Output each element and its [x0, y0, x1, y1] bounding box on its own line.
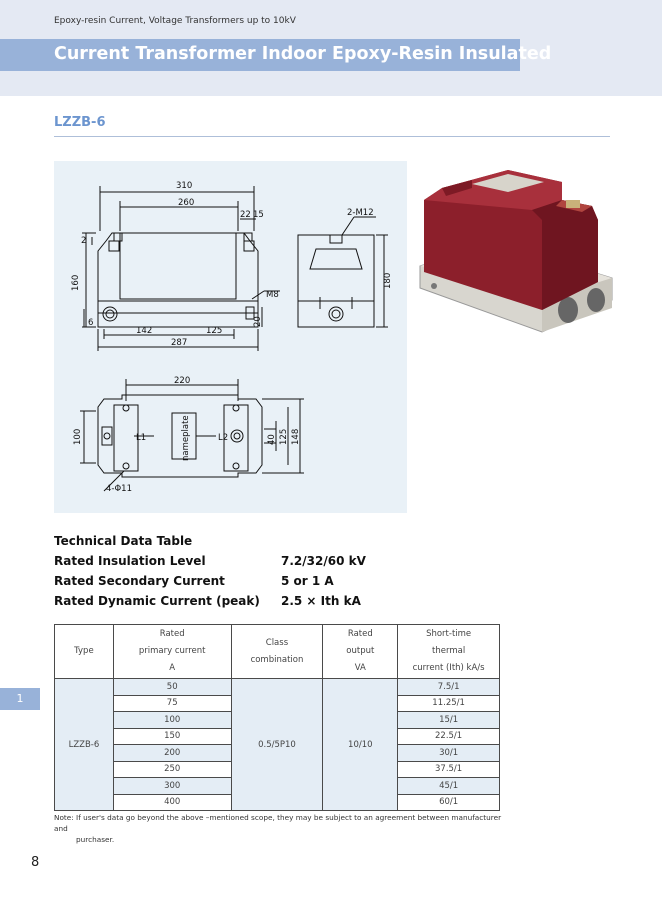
spec-label: Rated Secondary Current: [54, 574, 225, 588]
cell-thermal: 7.5/1: [398, 679, 500, 696]
dim-260: 260: [178, 198, 195, 208]
dim-100: 100: [73, 428, 83, 445]
header-subtitle: Epoxy-resin Current, Voltage Transformers up to 10kV: [54, 16, 296, 26]
product-photo: [412, 160, 622, 350]
dim-125b: 125: [279, 428, 289, 445]
dim-180: 180: [383, 272, 393, 289]
cell-thermal: 30/1: [398, 745, 500, 762]
header-type: Type: [55, 625, 114, 679]
cell-thermal: 11.25/1: [398, 695, 500, 712]
table-row: [55, 679, 500, 696]
dim-m8: M8: [266, 290, 279, 300]
header-rated-output: Rated output VA: [323, 625, 398, 679]
dim-22: 22: [240, 210, 251, 220]
cell-thermal: 22.5/1: [398, 728, 500, 745]
dim-2-m12: 2-M12: [347, 208, 374, 218]
dim-125: 125: [206, 326, 223, 336]
cell-current: 100: [113, 712, 231, 729]
spec-row-dynamic: [54, 594, 361, 608]
header-primary-current: Rated primary current A: [113, 625, 231, 679]
header-class-combination: Class combination: [231, 625, 323, 679]
spec-label: Rated Insulation Level: [54, 554, 206, 568]
page-number: 8: [31, 855, 40, 870]
table-header-row: [55, 625, 500, 679]
spec-label: Rated Dynamic Current (peak): [54, 594, 260, 608]
cell-type: LZZB-6: [55, 679, 114, 811]
cell-current: 200: [113, 745, 231, 762]
footnote-line-2: purchaser.: [76, 835, 115, 844]
cell-thermal: 15/1: [398, 712, 500, 729]
dim-220: 220: [174, 376, 191, 386]
dim-40: 40: [267, 434, 277, 445]
specs-heading: Technical Data Table: [54, 534, 193, 548]
spec-value: 7.2/32/60 kV: [281, 554, 366, 568]
dim-142: 142: [136, 326, 153, 336]
cell-current: 75: [113, 695, 231, 712]
cell-thermal: 37.5/1: [398, 761, 500, 778]
header-thermal-current: Short-time thermal current (Ith) kA/s: [398, 625, 500, 679]
cell-thermal: 45/1: [398, 778, 500, 795]
footnote-line-1: Note: If user's data go beyond the above –mentioned scope, they may be subject to an agreement between manufacturer and: [54, 813, 502, 833]
spec-value: 2.5 × Ith kA: [281, 594, 361, 608]
section-tab: 1: [0, 688, 40, 710]
cell-current: 250: [113, 761, 231, 778]
nameplate-label: nameplate: [181, 415, 191, 461]
dim-6: 6: [88, 318, 94, 328]
dimension-drawing: [54, 161, 407, 513]
dim-287: 287: [171, 338, 188, 348]
cell-class: 0.5/5P10: [231, 679, 323, 811]
spec-value: 5 or 1 A: [281, 574, 334, 588]
cell-current: 400: [113, 794, 231, 811]
dim-310: 310: [176, 181, 193, 191]
dim-160: 160: [71, 274, 81, 291]
cell-current: 300: [113, 778, 231, 795]
footnote: [54, 812, 504, 845]
label-l2: L2: [218, 433, 229, 443]
cell-current: 150: [113, 728, 231, 745]
product-illustration: [412, 160, 622, 350]
cell-current: 50: [113, 679, 231, 696]
data-table: [54, 624, 500, 811]
cell-thermal: 60/1: [398, 794, 500, 811]
dimension-drawing-svg: [54, 161, 407, 513]
label-l1: L1: [136, 433, 147, 443]
spec-row-insulation: [54, 554, 366, 568]
dim-4-phi11: 4-Φ11: [106, 484, 132, 494]
dim-148: 148: [291, 428, 301, 445]
dim-20: 20: [253, 316, 263, 327]
spec-row-secondary: [54, 574, 334, 588]
dim-15: 15: [253, 210, 264, 220]
page-title: Current Transformer Indoor Epoxy-Resin Insulated: [54, 44, 552, 64]
cell-output: 10/10: [323, 679, 398, 811]
dim-2: 2: [81, 236, 87, 246]
model-divider: [54, 136, 610, 137]
model-title: LZZB-6: [54, 115, 106, 130]
